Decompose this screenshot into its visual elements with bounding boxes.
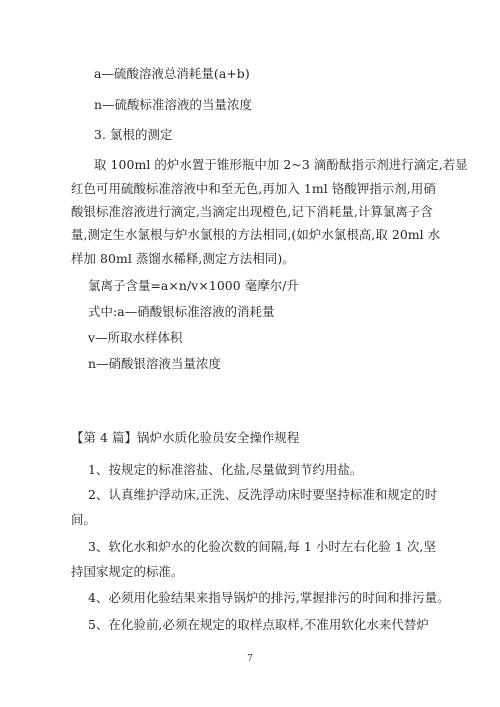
formula-var-a: a—硫酸溶液总消耗量(a+b) (94, 66, 250, 81)
rule-5-line: 5、在化验前,必须在规定的取样点取样,不准用软化水来代替炉 (88, 617, 429, 632)
rule-4: 4、必须用化验结果来指导锅炉的排污,掌握排污的时间和排污量。 (88, 590, 450, 605)
paragraph-line: 量,测定生水氯根与炉水氯根的方法相同,(如炉水氯根高,取 20ml 水 (71, 227, 441, 242)
page-number: 7 (247, 654, 253, 664)
rule-2-line: 2、认真维护浮动床,正洗、反洗浮动床时要坚持标准和规定的时 (88, 487, 438, 502)
paragraph-line: 样加 80ml 蒸馏水稀释,测定方法相同)。 (71, 251, 295, 266)
paragraph-line: 酸银标准溶液进行滴定,当滴定出现橙色,记下消耗量,计算氯离子含 (71, 204, 433, 219)
section-heading-chloride: 3. 氯根的测定 (94, 127, 173, 142)
formula-var-n2: n—硝酸银溶液当量浓度 (88, 356, 221, 371)
rule-3-line: 3、软化水和炉水的化验次数的间隔,每 1 小时左右化验 1 次,坚 (88, 539, 436, 554)
article-title: 【第 4 篇】锅炉水质化验员安全操作规程 (71, 430, 300, 445)
rule-2-line: 间。 (71, 512, 96, 527)
formula-var-v: v—所取水样体积 (88, 330, 183, 345)
rule-1: 1、按规定的标准溶盐、化盐,尽量做到节约用盐。 (88, 462, 363, 477)
chloride-formula: 氯离子含量=a×n/v×1000 毫摩尔/升 (88, 278, 300, 293)
paragraph-line: 红色可用硫酸标准溶液中和至无色,再加入 1ml 铬酸钾指示剂,用硝 (71, 181, 436, 196)
paragraph-line: 取 100ml 的炉水置于锥形瓶中加 2~3 滴酚酞指示剂进行滴定,若显 (94, 157, 468, 172)
rule-3-line: 持国家规定的标准。 (71, 564, 184, 579)
formula-where-a: 式中:a—硝酸银标准溶液的消耗量 (88, 304, 275, 319)
formula-var-n: n—硫酸标准溶液的当量浓度 (94, 97, 252, 112)
